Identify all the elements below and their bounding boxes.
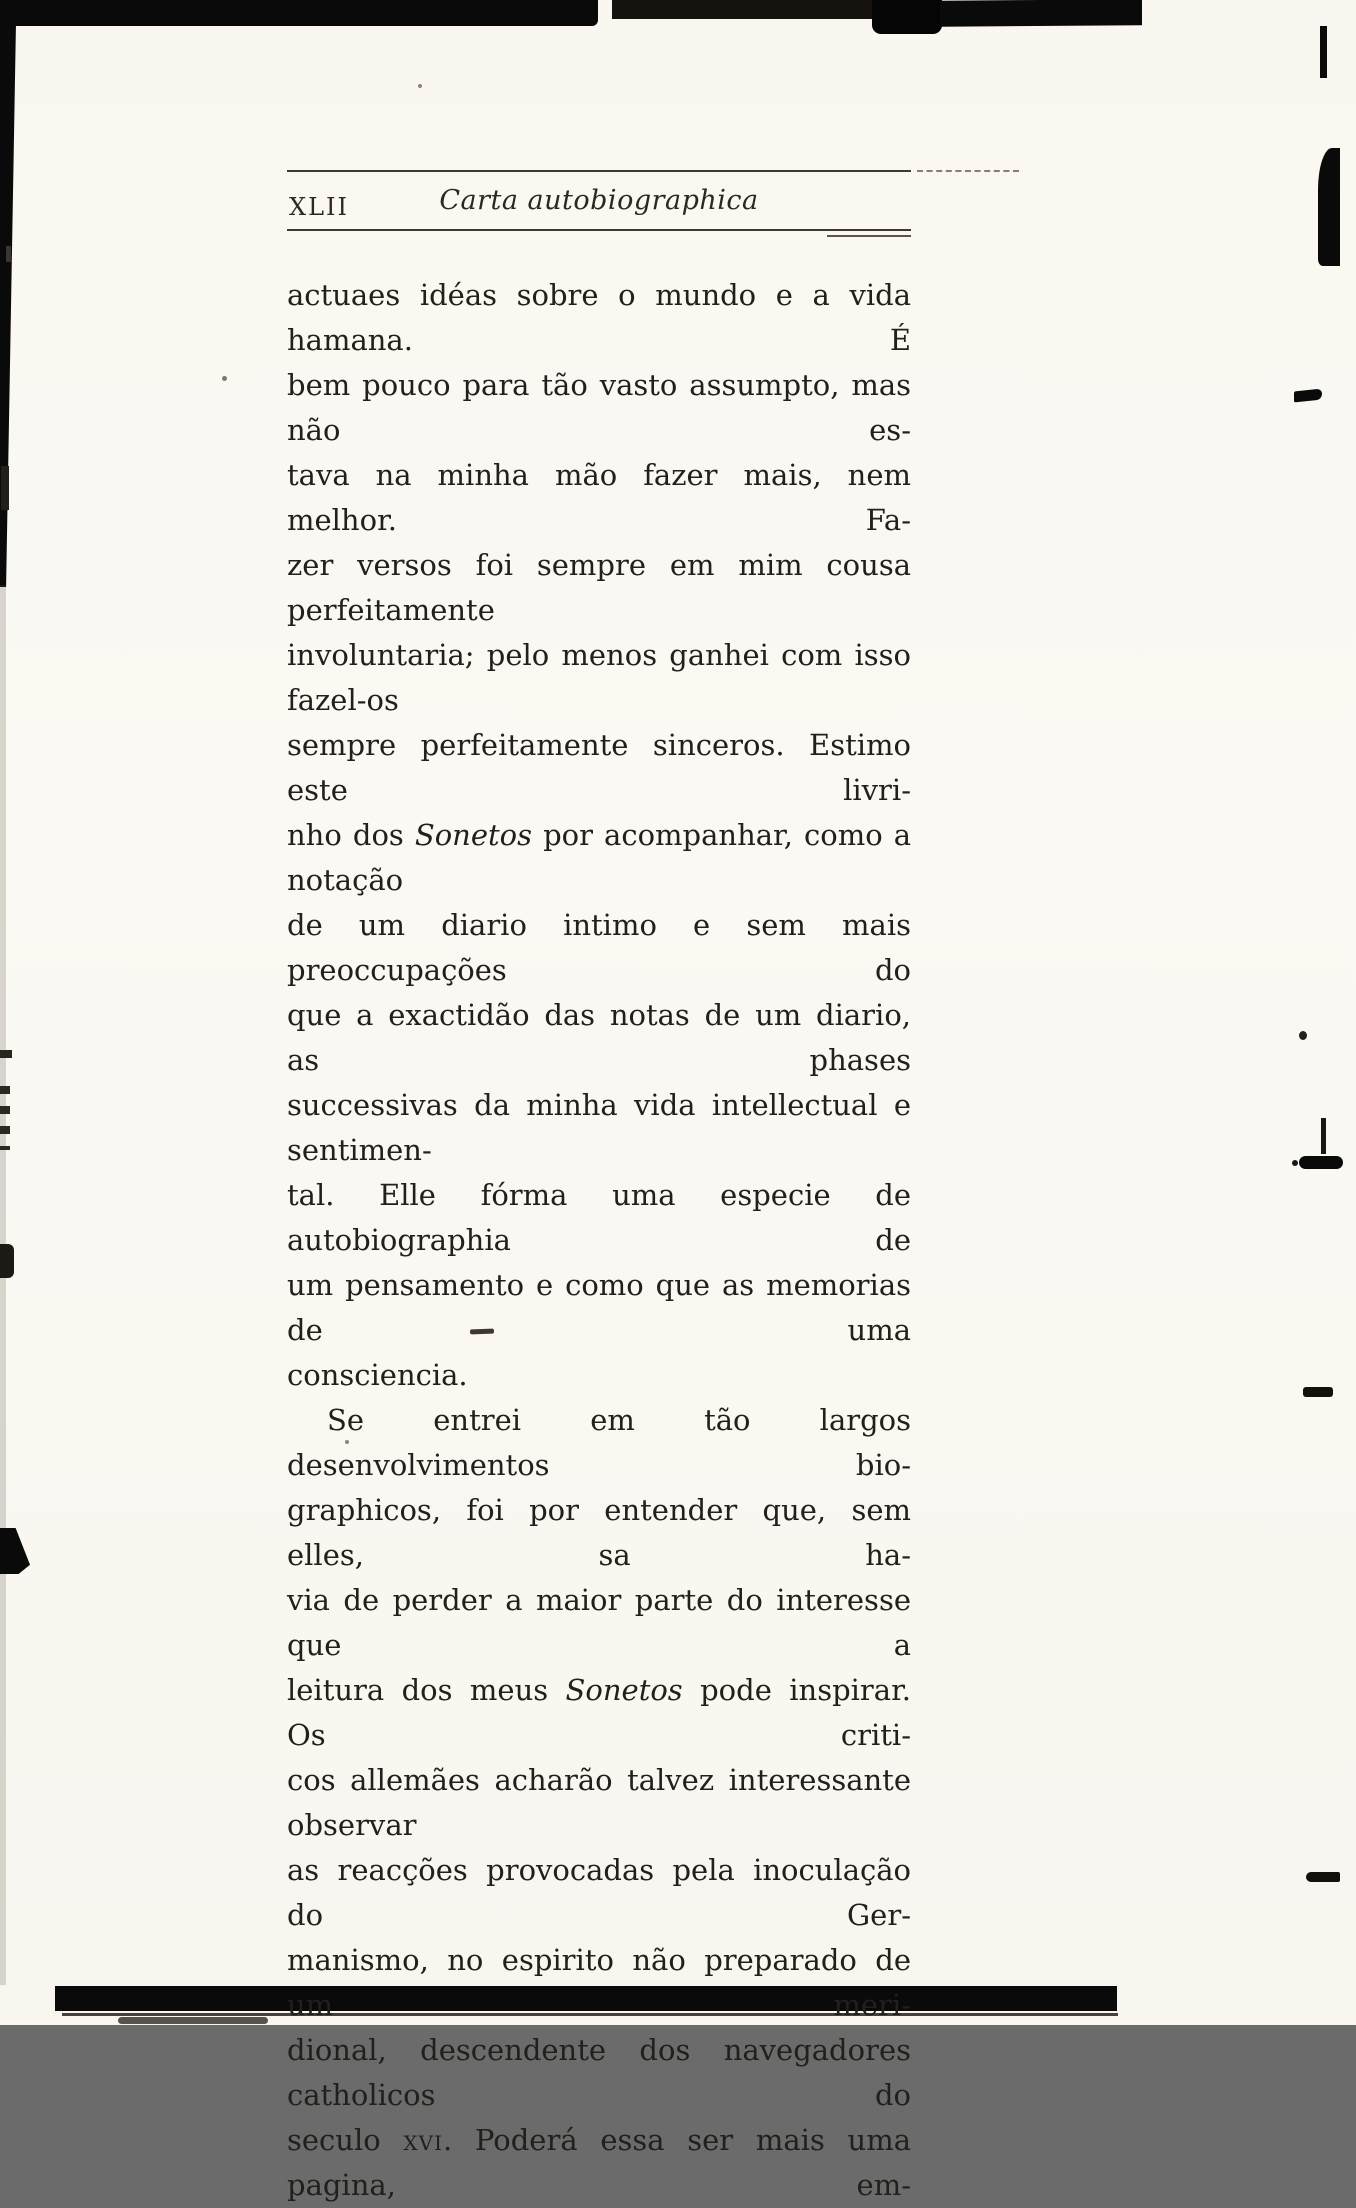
scan-artifact-right-dot [1292, 1160, 1298, 1166]
scan-artifact-left-mark [1, 466, 9, 510]
scan-artifact-top-edge [0, 0, 598, 26]
text-line [287, 543, 911, 633]
text-line [287, 1578, 911, 1668]
scan-artifact-right-dash [1299, 1156, 1343, 1169]
running-title: Carta autobiographica [439, 185, 759, 216]
text-line [287, 903, 911, 993]
text-segment: graphicos, foi por entender que, sem elles, sa ha- [287, 1493, 911, 1572]
scan-artifact-top-edge [612, 0, 874, 19]
text-line [287, 993, 911, 1083]
text-line [287, 363, 911, 453]
scan-artifact-left-mark [0, 1086, 10, 1150]
scan-artifact-top-edge [940, 0, 1142, 27]
text-segment: um pensamento e como que as memorias de uma [287, 1268, 911, 1347]
text-segment: manismo, no espirito não preparado de um meri- [287, 1943, 911, 2022]
header-rule-top [287, 170, 911, 172]
text-line [287, 1173, 911, 1263]
text-segment: zer versos foi sempre em mim cousa perfeitamente [287, 548, 911, 627]
text-line [287, 1263, 911, 1353]
scan-artifact-speck [222, 376, 227, 381]
text-segment: bem pouco para tão vasto assumpto, mas não es- [287, 368, 911, 447]
text-segment: dional, descendente dos navegadores catholicos do [287, 2033, 911, 2112]
text-segment: actuaes idéas sobre o mundo e a vida hamana. É [287, 278, 911, 357]
text-segment: as reacções provocadas pela inoculação do Ger- [287, 1853, 911, 1932]
scan-artifact-left-mark [0, 1050, 12, 1058]
text-line [287, 2118, 911, 2208]
page-content [287, 170, 911, 2208]
scan-artifact-right-dash [1294, 389, 1322, 403]
text-segment: . Poderá essa ser mais uma pagina, em- [287, 2123, 911, 2202]
text-line [287, 723, 911, 813]
text-line [287, 813, 911, 903]
text-line [287, 1488, 911, 1578]
text-segment: tava na minha mão fazer mais, nem melhor. Fa- [287, 458, 911, 537]
text-segment: successivas da minha vida intellectual e sentimen- [287, 1088, 911, 1167]
running-header [287, 185, 911, 229]
scan-artifact-binding-shadow [0, 585, 6, 1985]
text-segment: pode inspirar. Os criti- [287, 1673, 911, 1752]
text-segment: tal. Elle fórma uma especie de autobiographia de [287, 1178, 911, 1257]
text-segment: por acompanhar, como a notação [287, 818, 912, 897]
header-rule-bottom [287, 229, 911, 231]
text-line [287, 1398, 911, 1488]
scan-artifact-right-dot [1299, 1031, 1307, 1040]
text-line [287, 1938, 911, 2028]
text-segment-smallcaps: xvi [403, 2123, 444, 2157]
text-segment: de um diario intimo e sem mais preoccupações do [287, 908, 911, 987]
text-segment-italic: Sonetos [414, 818, 533, 852]
scan-artifact-right-mark [1321, 1118, 1326, 1154]
text-segment: consciencia. [287, 1358, 468, 1392]
scan-artifact-left-mark [0, 1244, 14, 1278]
scan-artifact-left-hook [0, 1528, 30, 1574]
text-line [287, 633, 911, 723]
text-line [287, 273, 911, 363]
text-segment: involuntaria; pelo menos ganhei com isso fazel-os [287, 638, 911, 717]
text-line [287, 453, 911, 543]
text-line [287, 1668, 911, 1758]
scan-artifact-right-dash [1306, 1872, 1340, 1882]
text-segment: Se entrei em tão largos desenvolvimentos bio- [287, 1403, 911, 1482]
text-segment: nho dos [287, 818, 415, 852]
scan-artifact-speck [418, 84, 422, 88]
text-segment: leitura dos meus [287, 1673, 566, 1707]
text-segment: via de perder a maior parte do interesse que a [287, 1583, 911, 1662]
text-line [287, 1848, 911, 1938]
text-segment: sempre perfeitamente sinceros. Estimo este livri- [287, 728, 911, 807]
text-segment: seculo [287, 2123, 404, 2157]
scan-artifact-bottom-smudge [118, 2017, 268, 2024]
text-segment: que a exactidão das notas de um diario, as phases [287, 998, 911, 1077]
page-number: XLII [289, 193, 349, 221]
text-line [287, 1083, 911, 1173]
text-line [287, 2028, 911, 2118]
text-line [287, 1353, 911, 1398]
text-segment-italic: Sonetos [565, 1673, 683, 1707]
scan-artifact-right-dash [1303, 1387, 1333, 1397]
scan-artifact-right-mark [1320, 26, 1327, 78]
text-segment: cos allemães acharão talvez interessante observar [287, 1763, 911, 1842]
scan-artifact-left-mark [6, 246, 11, 262]
text-line [287, 1758, 911, 1848]
scan-artifact-right-brace [1318, 148, 1340, 266]
scan-artifact-top-blob [872, 0, 942, 34]
body-text [287, 273, 911, 2208]
